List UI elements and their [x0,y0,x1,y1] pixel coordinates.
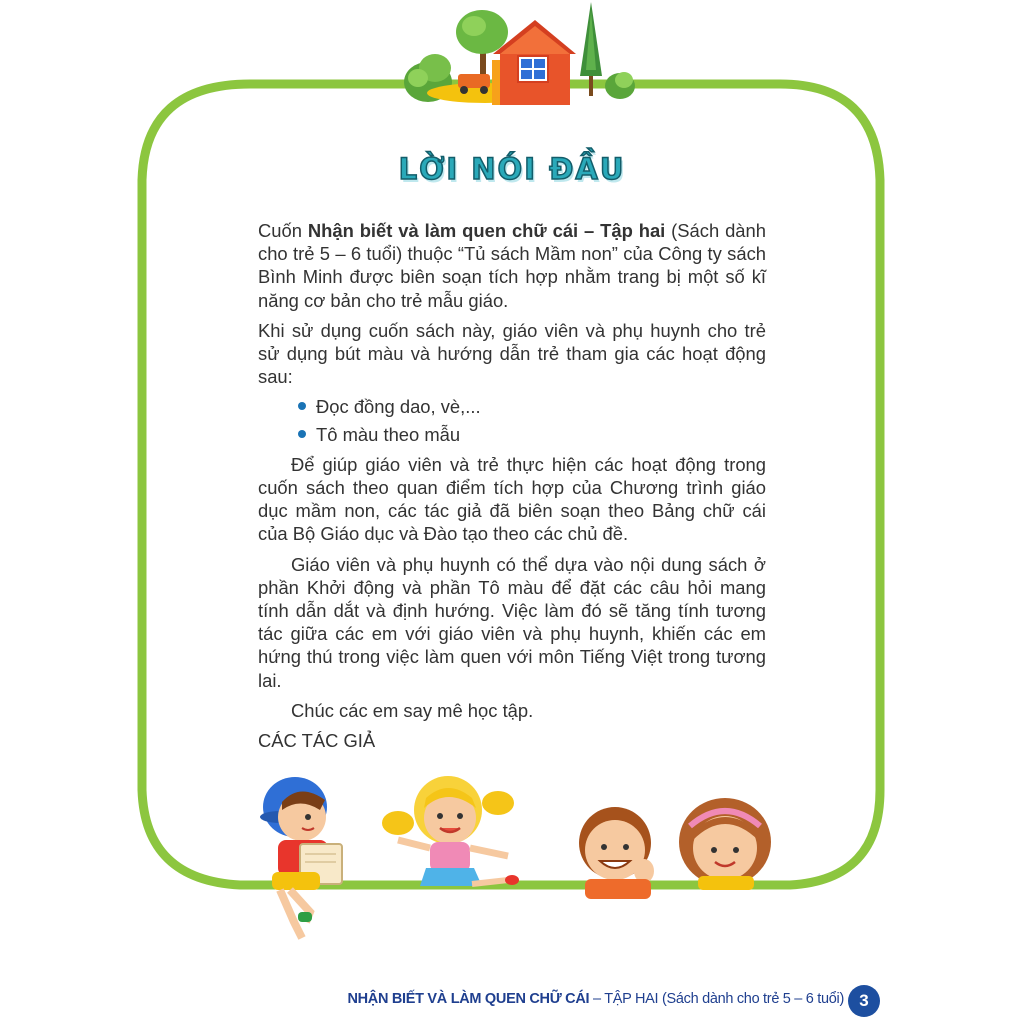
page-title: LỜI NÓI ĐẦU [398,152,626,186]
boy-with-cap-writing-illustration [250,762,350,942]
preface-body [258,219,766,759]
activity-list [258,395,766,445]
boy-lying-smiling-illustration [560,795,670,900]
girl-with-headband-illustration [668,790,783,890]
signature: CÁC TÁC GIẢ [258,730,376,752]
list-item-text: Tô màu theo mẫu [316,423,461,445]
intro-prefix: Cuốn [258,220,308,241]
footer-book-title: NHẬN BIẾT VÀ LÀM QUEN CHỮ CÁI [347,991,590,1007]
page-footer [347,991,844,1007]
list-item [298,423,766,446]
list-item [298,395,766,418]
paragraph-intro [258,219,766,312]
intro-rest: (Sách dành cho trẻ 5 – 6 tuổi) thuộc “Tủ sách Mầm non” của Công ty sách Bình Minh được biên soạn tích hợp nhằm trang bị một số kĩ năng cơ bản cho trẻ mẫu giáo. [258,220,766,311]
house-scene-illustration [400,0,640,110]
bush-right-icon [605,72,635,99]
bullet-dot-icon [298,430,306,438]
bullet-dot-icon [298,402,306,410]
page-number-badge: 3 [848,985,880,1017]
paragraph-usage: Khi sử dụng cuốn sách này, giáo viên và phụ huynh cho trẻ sử dụng bút màu và hướng dẫn trẻ tham gia các hoạt động sau: [258,319,766,388]
book-title-bold: Nhận biết và làm quen chữ cái – Tập hai [307,220,666,241]
list-item-text: Đọc đồng dao, vè,... [316,396,481,418]
girl-with-pigtails-illustration [378,768,528,893]
paragraph-integration: Để giúp giáo viên và trẻ thực hiện các hoạt động trong cuốn sách theo quan điểm tích hợp của Chương trình giáo dục mầm non, các tác giả đã biên soạn theo Bảng chữ cái của Bộ Giáo dục và Đào tạo theo các chủ đề. [258,453,766,545]
footer-subtitle: – TẬP HAI (Sách dành cho trẻ 5 – 6 tuổi) [589,991,844,1007]
closing-line: Chúc các em say mê học tập. [291,699,534,721]
pine-tree-icon [580,2,602,96]
paragraph-guidance: Giáo viên và phụ huynh có thể dựa vào nội dung sách ở phần Khởi động và phần Tô màu để đặt các câu hỏi mang tính dẫn dắt và định hướng. Việc làm đó sẽ tăng tính tương tác giữa các em với giáo viên và phụ huynh, khiến các em hứng thú trong việc làm quen với môn Tiếng Việt trong tương lai. [258,553,766,691]
